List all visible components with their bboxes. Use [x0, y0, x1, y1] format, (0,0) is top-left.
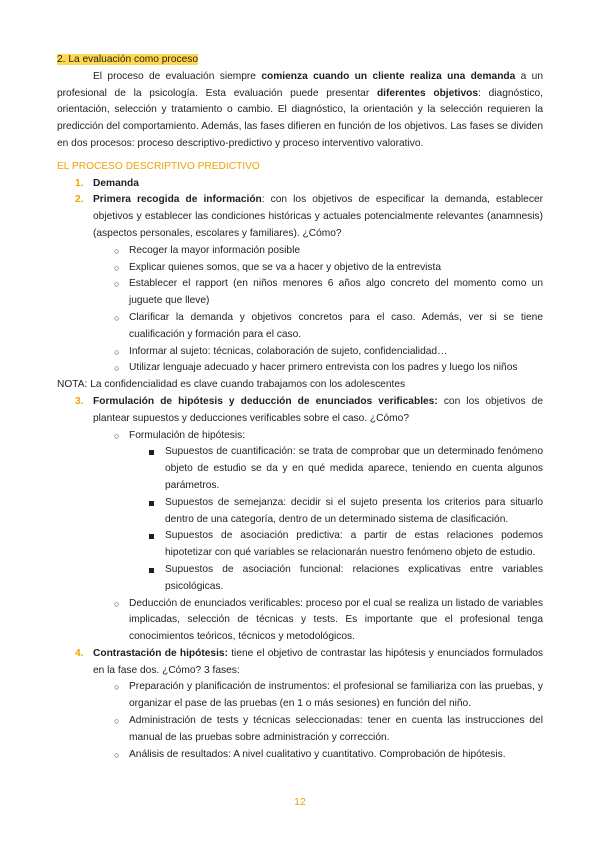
intro-text-1: El proceso de evaluación siempre: [93, 70, 262, 82]
step-number: 2.: [75, 194, 84, 206]
step-number: 1.: [75, 177, 84, 189]
circle-bullet-icon: ○: [114, 245, 120, 256]
page-number: 12: [294, 796, 306, 808]
list-item: [57, 243, 543, 260]
section-title: 2. La evaluación como proceso: [57, 54, 199, 65]
list-item-text: Formulación de hipótesis:: [129, 429, 246, 441]
step-1: [57, 176, 543, 193]
circle-bullet-icon: ○: [114, 312, 120, 323]
sub-list-item-text: Supuestos de cuantificación: se trata de comprobar que un determinado fenómeno objeto de estudio se da y en qué medida aparece, teniendo en cuenta algunos parámetros.: [165, 446, 543, 491]
intro-text-2: a un profesional de la psicología. Esta evaluación puede presentar: [57, 70, 543, 99]
circle-bullet-icon: ○: [114, 262, 120, 273]
step-title: Formulación de hipótesis y deducción de enunciados verificables:: [93, 395, 438, 407]
circle-bullet-icon: ○: [114, 279, 120, 290]
list-item-text: Recoger la mayor información posible: [129, 244, 301, 256]
circle-bullet-icon: ○: [114, 598, 120, 609]
square-bullet-icon: [149, 534, 154, 539]
circle-bullet-icon: ○: [114, 749, 120, 760]
square-bullet-icon: [149, 568, 154, 573]
sub-list-item: [57, 444, 543, 494]
step-title: Demanda: [93, 177, 139, 189]
intro-bold-2: diferentes objetivos: [376, 87, 479, 99]
document-page: [57, 52, 543, 763]
list-item-text: Utilizar lenguaje adecuado y hacer primero entrevista con los padres y luego los niños: [129, 362, 518, 374]
step-title: Contrastación de hipótesis:: [93, 647, 228, 659]
sub-list-item: [57, 528, 543, 562]
list-item-text: Administración de tests y técnicas seleccionadas: tener en cuenta las instrucciones del manual de las pruebas sobre administración y corrección.: [129, 715, 543, 743]
list-item-text: Informar al sujeto: técnicas, colaboración de sujeto, confidencialidad…: [129, 345, 448, 357]
subheading: EL PROCESO DESCRIPTIVO PREDICTIVO: [57, 160, 260, 172]
square-bullet-icon: [149, 501, 154, 506]
step-text: con los objetivos de plantear supuestos y deducciones verificables sobre el caso. ¿Cómo?: [93, 395, 543, 424]
list-item-text: Clarificar la demanda y objetivos concretos para el caso. Además, ver si se tiene cualificación y formación para el caso.: [129, 311, 543, 340]
list-item-text: Deducción de enunciados verificables: proceso por el cual se realiza un listado de variables implicadas, selección de técnicas y tests. Es importante que el profesional tenga conocimientos teóricos, técnicos y metodológicos.: [129, 597, 543, 643]
list-item-text: Establecer el rapport (en niños menores 6 años algo concreto del momento como un juguete que lleve): [129, 278, 543, 307]
sub-list-item-text: Supuestos de asociación funcional: relaciones explicativas entre variables psicológicas.: [165, 563, 543, 592]
list-item: [57, 310, 543, 344]
list-item-text: Análisis de resultados: A nivel cualitativo y cuantitativo. Comprobación de hipótesis.: [129, 748, 506, 760]
circle-bullet-icon: ○: [114, 363, 120, 374]
sub-list-item-text: Supuestos de asociación predictiva: a partir de estas relaciones podemos hipotetizar con qué variables se relacionarán nuestro fenómeno objeto de estudio.: [165, 530, 543, 559]
intro-paragraph: [57, 69, 543, 153]
list-item: [57, 360, 543, 377]
circle-bullet-icon: ○: [114, 346, 120, 357]
list-item: [57, 596, 543, 646]
step-title: Primera recogida de información: [93, 194, 262, 206]
circle-bullet-icon: ○: [114, 716, 120, 727]
step-4: [57, 646, 543, 680]
square-bullet-icon: [149, 450, 154, 455]
section-title-line: [57, 52, 543, 69]
step-text: tiene el objetivo de contrastar las hipótesis y enunciados formulados en la fase dos. ¿Cómo? 3 fases:: [93, 647, 543, 676]
list-item: [57, 260, 543, 277]
sub-list-item: [57, 562, 543, 596]
list-item: [57, 344, 543, 361]
confidentiality-note: NOTA: La confidencialidad es clave cuando trabajamos con los adolescentes: [57, 379, 406, 391]
step-3: [57, 394, 543, 428]
list-item-text: Preparación y planificación de instrumentos: el profesional se familiariza con las pruebas, y organizar el pase de las pruebas (en 1 o más sesiones) en función del niño.: [129, 681, 543, 710]
list-item-text: Explicar quienes somos, que se va a hacer y objetivo de la entrevista: [129, 261, 442, 273]
list-item: [57, 747, 543, 764]
list-item: [57, 713, 543, 747]
sub-list-item: [57, 495, 543, 529]
step-number: 4.: [75, 647, 84, 659]
step-text: : con los objetivos de especificar la demanda, establecer objetivos y establecer las condiciones históricas y actuales potencialmente relevantes (anamnesis) (aspectos personales, escolares y familiares). ¿Cómo?: [93, 194, 543, 239]
circle-bullet-icon: ○: [114, 430, 120, 441]
sub-list-item-text: Supuestos de semejanza: decidir si el sujeto presenta los criterios para situarlo dentro de una categoría, dentro de un determinado sistema de clasificación.: [165, 496, 543, 525]
list-item: [57, 276, 543, 310]
circle-bullet-icon: ○: [114, 682, 120, 693]
list-item: [57, 679, 543, 713]
list-item: [57, 428, 543, 445]
step-2: [57, 192, 543, 242]
intro-bold-1: comienza cuando un cliente realiza una demanda: [261, 70, 516, 82]
step-number: 3.: [75, 395, 84, 407]
intro-text-3: : diagnóstico, orientación, selección y tratamiento o cambio. El diagnóstico, la orientación y la selección requieren la predicción del comportamiento. Además, las fases difieren en función de los objetivos. Las fases se dividen en dos procesos: proceso descriptivo-predictivo y proceso interventivo valorativo.: [57, 87, 543, 149]
